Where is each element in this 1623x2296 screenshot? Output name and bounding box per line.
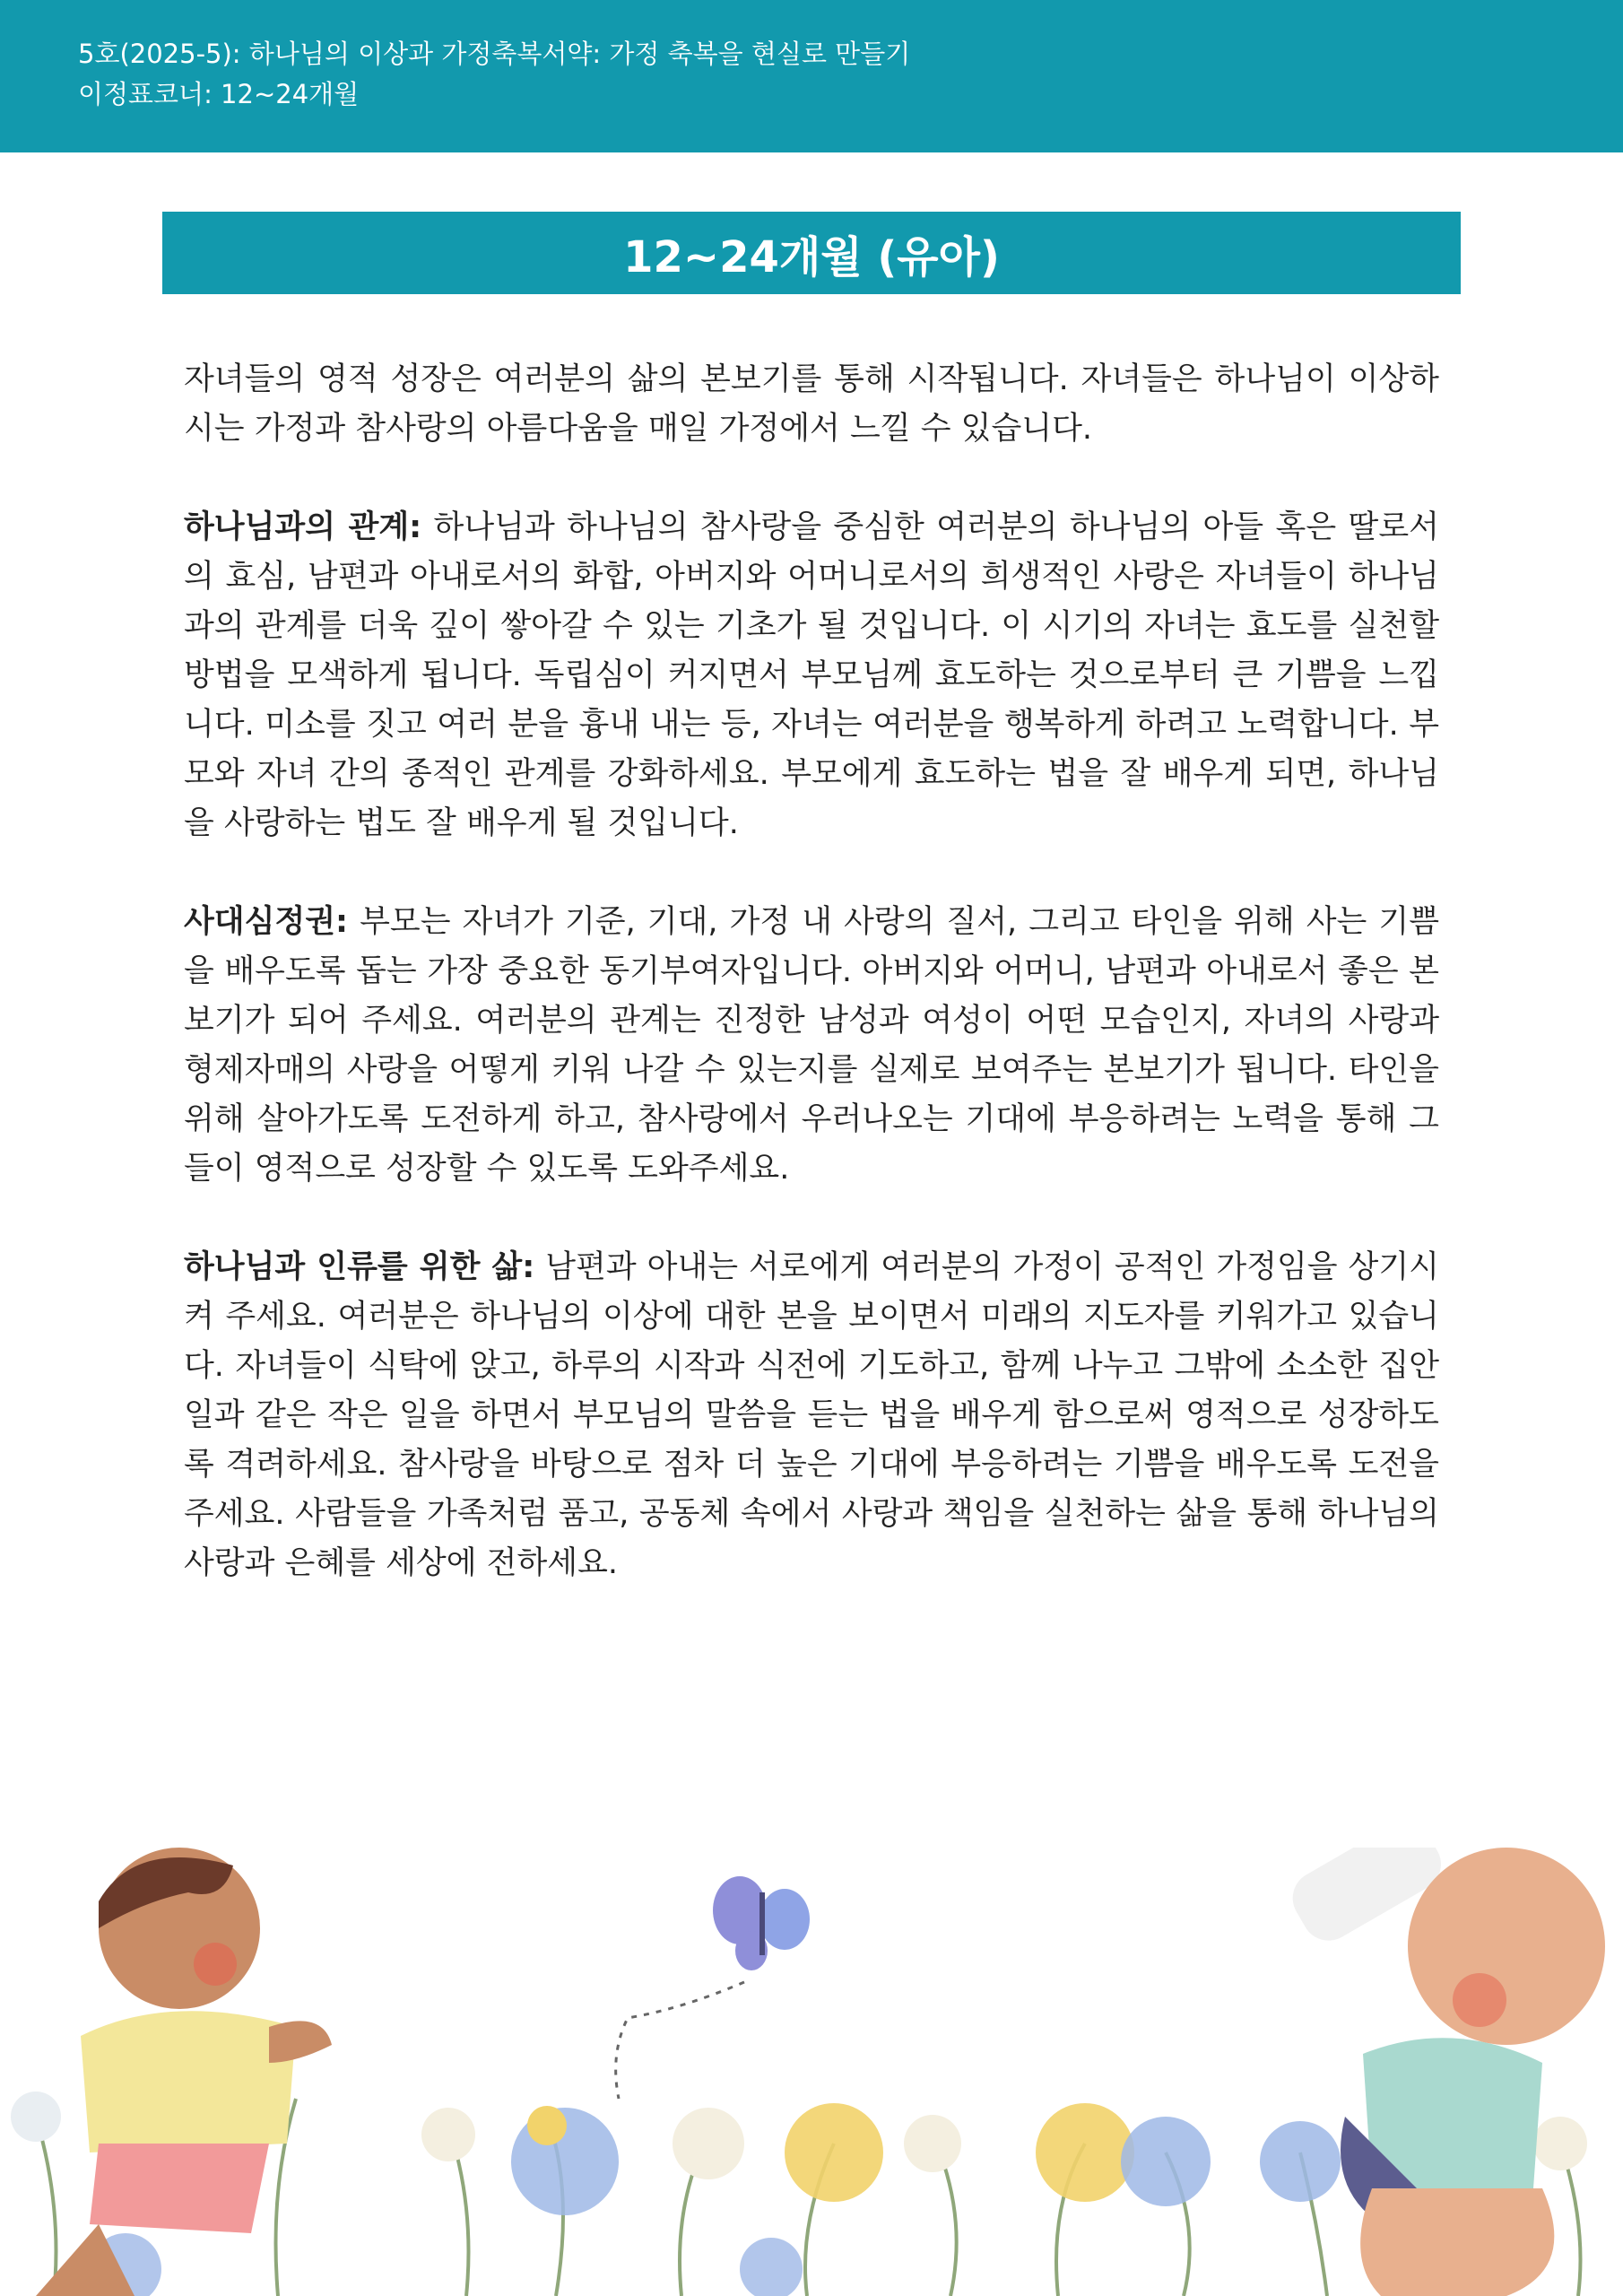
page-title: 12~24개월 (유아) [162, 212, 1461, 294]
paragraph-text: 남편과 아내는 서로에게 여러분의 가정이 공적인 가정임을 상기시켜 주세요. 여러분은 하나님의 이상에 대한 본을 보이면서 미래의 지도자를 키워가고 있습니다. 자녀들이 식탁에 앉고, 하루의 시작과 식전에 기도하고, 함께 나누고 그밖에 소소한 집안일과 같은 작은 일을 하면서 부모님의 말씀을 듣는 법을 배우게 함으로써 영적으로 성장하도록 격려하세요. 참사랑을 바탕으로 점차 더 높은 기대에 부응하려는 기쁨을 배우도록 도전을 주세요. 사람들을 가족처럼 품고, 공동체 속에서 사랑과 책임을 실천하는 삶을 통해 하나님의 사랑과 은혜를 세상에 전하세요. [184, 1249, 1439, 1581]
paragraph-heading: 하나님과의 관계: [184, 509, 422, 545]
toddler-figure [36, 1848, 332, 2296]
intro-text: 자녀들의 영적 성장은 여러분의 삶의 본보기를 통해 시작됩니다. 자녀들은 하나님이 이상하시는 가정과 참사랑의 아름다움을 매일 가정에서 느낄 수 있습니다. [184, 361, 1439, 447]
issue-title: 5호(2025-5): 하나님의 이상과 가정축복서약: 가정 축복을 현실로 만들기 [78, 39, 911, 69]
paragraph-text: 부모는 자녀가 기준, 기대, 가정 내 사랑의 질서, 그리고 타인을 위해 사는 기쁨을 배우도록 돕는 가장 중요한 동기부여자입니다. 아버지와 어머니, 남편과 아내로서 좋은 본보기가 되어 주세요. 여러분의 관계는 진정한 남성과 여성이 어떤 모습인지, 자녀의 사랑과 형제자매의 사랑을 어떻게 키워 나갈 수 있는지를 실제로 보여주는 본보기가 됩니다. 타인을 위해 살아가도록 도전하게 하고, 참사랑에서 우러나오는 기대에 부응하려는 노력을 통해 그들이 영적으로 성장할 수 있도록 도와주세요. [184, 904, 1439, 1187]
flower-babies-illustration [0, 1848, 1623, 2296]
paragraph-heading: 하나님과 인류를 위한 삶: [184, 1249, 535, 1285]
corner-title: 이정표코너: 12~24개월 [78, 79, 360, 109]
paragraph-text: 하나님과 하나님의 참사랑을 중심한 여러분의 하나님의 아들 혹은 딸로서의 효심, 남편과 아내로서의 화합, 아버지와 어머니로서의 희생적인 사랑은 자녀들이 하나님과의 관계를 더욱 깊이 쌓아갈 수 있는 기초가 될 것입니다. 이 시기의 자녀는 효도를 실천할 방법을 모색하게 됩니다. 독립심이 커지면서 부모님께 효도하는 것으로부터 큰 기쁨을 느낍니다. 미소를 짓고 여러 분을 흉내 내는 등, 자녀는 여러분을 행복하게 하려고 노력합니다. 부모와 자녀 간의 종적인 관계를 강화하세요. 부모에게 효도하는 법을 잘 배우게 되면, 하나님을 사랑하는 법도 잘 배우게 될 것입니다. [184, 509, 1439, 841]
life-for-god-paragraph [184, 1243, 1439, 1588]
four-realms-paragraph [184, 898, 1439, 1194]
relationship-with-god-paragraph [184, 503, 1439, 848]
paragraph-heading: 사대심정권: [184, 904, 349, 940]
intro-paragraph [184, 355, 1439, 454]
article-body [184, 355, 1439, 1638]
butterfly-icon [713, 1876, 810, 1970]
header-band [0, 0, 1623, 152]
baby-figure [1283, 1848, 1605, 2296]
